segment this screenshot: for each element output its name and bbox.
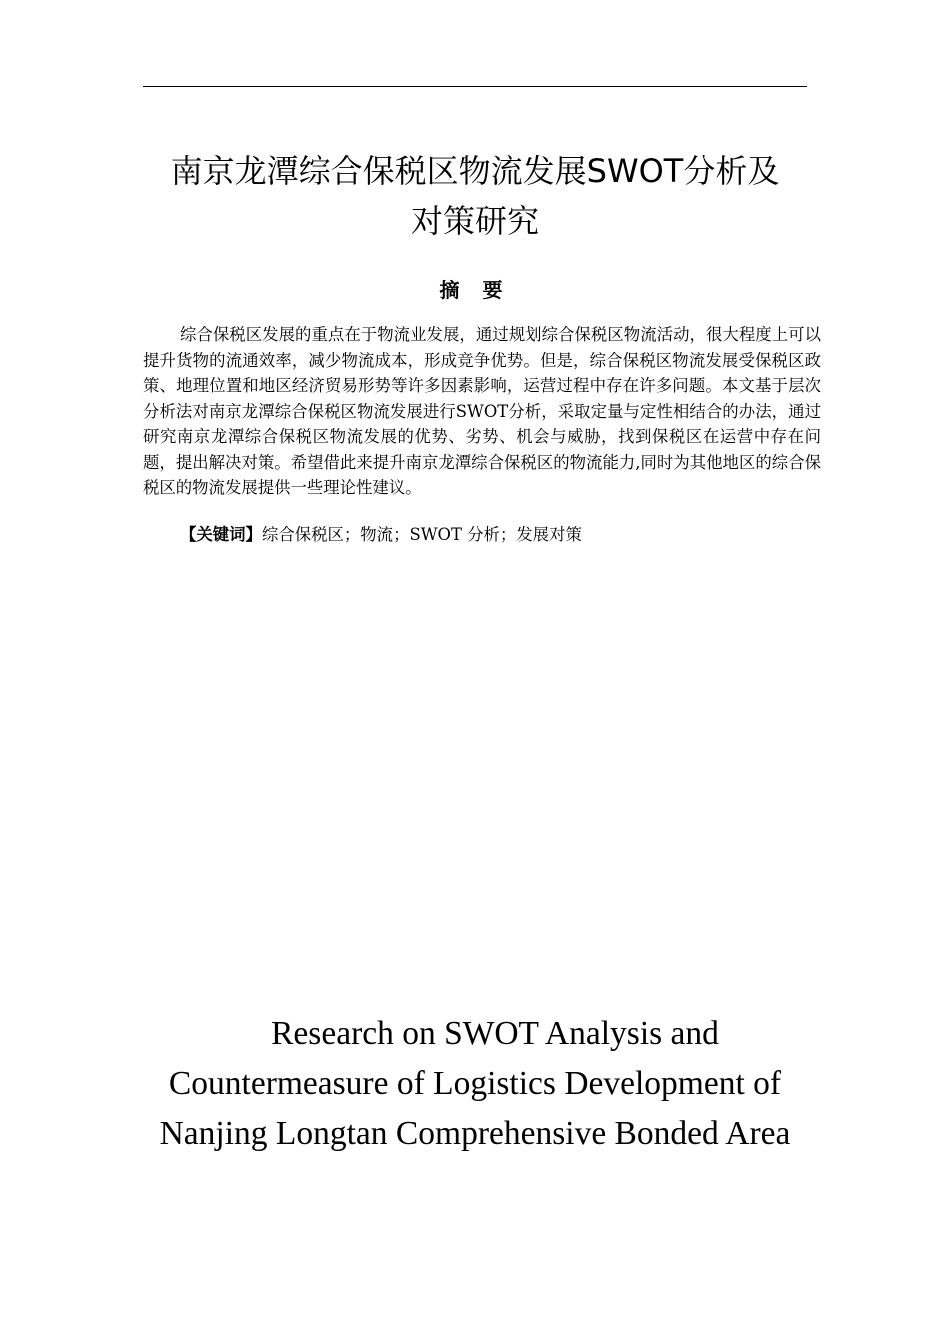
english-title-line-2: Countermeasure of Logistics Development of <box>168 1065 782 1102</box>
keywords-text: 综合保税区；物流；SWOT 分析；发展对策 <box>261 525 582 544</box>
chinese-title-line-1: 南京龙潭综合保税区物流发展SWOT分析及 <box>170 152 780 190</box>
abstract-body: 综合保税区发展的重点在于物流业发展，通过规划综合保税区物流活动，很大程度上可以提升货物的流通效率，减少物流成本，形成竞争优势。但是，综合保税区物流发展受保税区政策、地理位置和地区经济贸易形势等许多因素影响，运营过程中存在许多问题。本文基于层次分析法对南京龙潭综合保税区物流发展进行SWOT分析，采取定量与定性相结合的办法，通过研究南京龙潭综合保税区物流发展的优势、劣势、机会与威胁，找到保税区在运营中存在问题，提出解决对策。希望借此来提升南京龙潭综合保税区的物流能力,同时为其他地区的综合保税区的物流发展提供一些理论性建议。 <box>143 325 821 497</box>
keywords-label: 【关键词】 <box>180 525 262 544</box>
english-title-line-1: Research on SWOT Analysis and <box>271 1015 719 1052</box>
abstract-heading: 摘 要 <box>439 278 511 302</box>
chinese-title-line-2: 对策研究 <box>410 202 539 240</box>
header-rule <box>143 86 807 87</box>
chinese-title <box>130 146 820 246</box>
english-title <box>130 1009 820 1159</box>
keywords-line <box>180 522 820 548</box>
english-title-line-3: Nanjing Longtan Comprehensive Bonded Area <box>159 1115 791 1152</box>
